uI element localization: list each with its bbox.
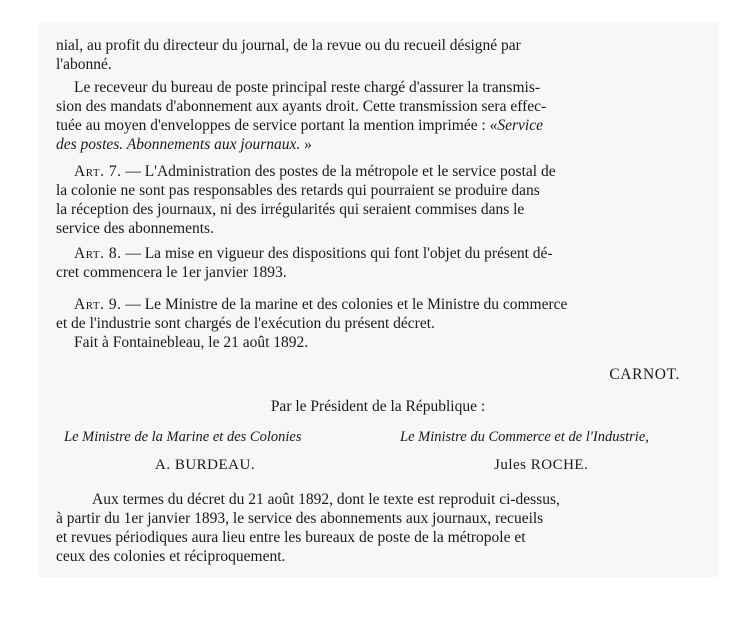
text-line: service des abonnements.: [56, 220, 214, 237]
text-line: [56, 295, 706, 314]
final-paragraph: [56, 490, 706, 566]
document-page: [38, 22, 718, 577]
text-line: cret commencera le 1er janvier 1893.: [56, 264, 287, 281]
text-line: la colonie ne sont pas responsables des retards qui pourraient se produire dans: [56, 182, 540, 199]
paragraph-continuation: [56, 36, 706, 74]
text-line: sion des mandats d'abonnement aux ayants droit. Cette transmission sera effec-: [56, 98, 547, 115]
text-segment: — L'Administration des postes de la métropole et le service postal de: [125, 163, 556, 180]
article-8: [56, 244, 706, 282]
text-segment: — Le Ministre de la marine et des colonies et le Ministre du commerce: [125, 296, 568, 313]
article-label: Art. 9.: [74, 296, 122, 313]
italic-text: Service: [497, 117, 543, 134]
signature-carnot: CARNOT.: [609, 366, 680, 383]
text-line: ceux des colonies et réciproquement.: [56, 548, 286, 565]
paragraph-receveur: [56, 78, 706, 154]
article-label: Art. 8.: [74, 245, 122, 262]
text-line: Le receveur du bureau de poste principal reste chargé d'assurer la transmis-: [74, 79, 541, 96]
text-line: [56, 244, 706, 263]
article-9: [56, 295, 706, 352]
text-segment: tuée au moyen d'enveloppes de service portant la mention imprimée : «: [56, 117, 498, 134]
article-label: Art. 7.: [74, 163, 122, 180]
text-line: des postes. Abonnements aux journaux. »: [56, 136, 312, 153]
text-line: à partir du 1er janvier 1893, le service des abonnements aux journaux, recueils: [56, 510, 544, 527]
article-7: [56, 162, 706, 238]
text-line: nial, au profit du directeur du journal, de la revue ou du recueil désigné par: [56, 37, 521, 54]
text-line: [56, 116, 706, 135]
text-line: la réception des journaux, ni des irrégularités qui seraient commises dans le: [56, 201, 525, 218]
text-line: l'abonné.: [56, 56, 112, 73]
minister-left-name: A. BURDEAU.: [155, 457, 256, 473]
minister-left-title: Le Ministre de la Marine et des Colonies: [64, 429, 302, 445]
minister-right-title: Le Ministre du Commerce et de l'Industrie,: [400, 429, 649, 445]
president-line: Par le Président de la République :: [270, 398, 486, 415]
text-segment: — La mise en vigueur des dispositions qui font l'objet du présent dé-: [125, 245, 553, 262]
text-line: [56, 162, 706, 181]
text-line: et de l'industrie sont chargés de l'exécution du présent décret.: [56, 315, 435, 332]
text-line: et revues périodiques aura lieu entre les bureaux de poste de la métropole et: [56, 529, 526, 546]
done-line: Fait à Fontainebleau, le 21 août 1892.: [74, 334, 309, 351]
italic-text: des postes. Abonnements aux journaux.: [56, 136, 301, 153]
minister-right-name: Jules ROCHE.: [494, 457, 589, 473]
text-line: Aux termes du décret du 21 août 1892, dont le texte est reproduit ci-dessus,: [92, 491, 560, 508]
